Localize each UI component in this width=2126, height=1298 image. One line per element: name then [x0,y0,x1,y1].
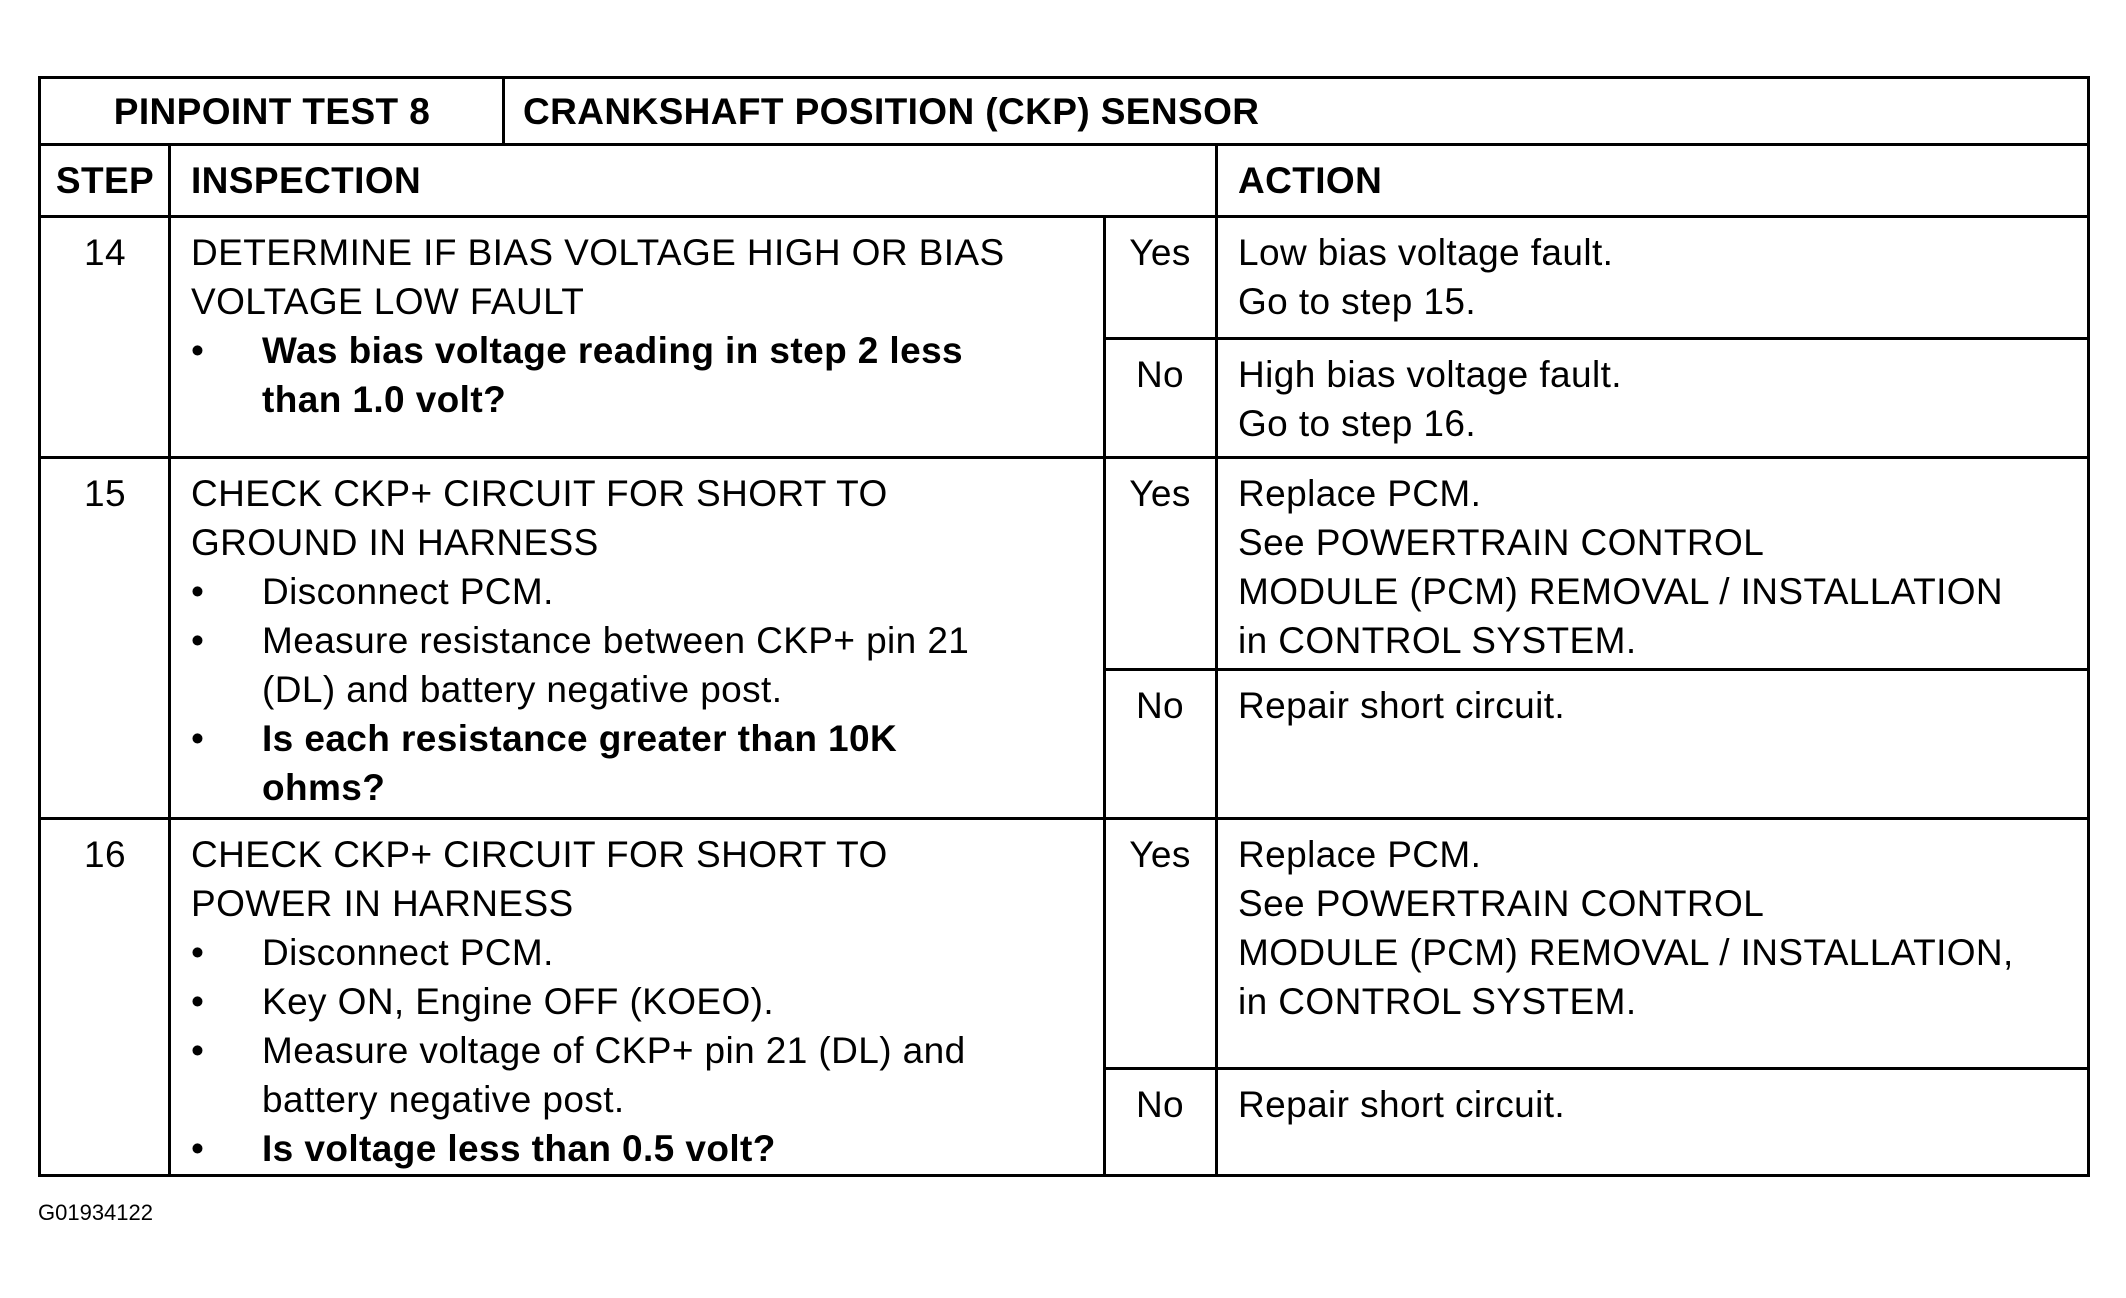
step-15-title-line-2: GROUND IN HARNESS [191,522,599,563]
bullet-text-line-1: Measure voltage of CKP+ pin 21 (DL) and [262,1030,966,1071]
bullet-text-line-1: Disconnect PCM. [262,571,554,612]
step-14-action-no-line-1: High bias voltage fault. [1238,354,1622,395]
step-16-title-line-2: POWER IN HARNESS [191,883,574,924]
header-divider [41,143,2087,146]
bullet-marker: • [191,981,205,1022]
step-16-action-yes-line-2: See POWERTRAIN CONTROL [1238,883,1765,924]
bullet-text-line-1: Is voltage less than 0.5 volt? [262,1128,776,1169]
step-column-line [168,144,171,1174]
bullet-text-line-2: than 1.0 volt? [262,379,507,420]
step-16-answer-no: No [1135,1084,1185,1125]
step-15-result-divider [1104,668,2087,671]
step-15-title-line-1: CHECK CKP+ CIRCUIT FOR SHORT TO [191,473,888,514]
action-column-line [1215,144,1218,1174]
step-14-action-no-line-2: Go to step 16. [1238,403,1477,444]
step-16-answer-yes: Yes [1129,834,1191,875]
pinpoint-test-table [38,76,2090,1177]
step-14-action-yes-line-2: Go to step 15. [1238,281,1477,322]
step-16-action-yes-line-1: Replace PCM. [1238,834,1482,875]
column-header-divider [41,215,2087,218]
step-16-action-yes-line-3: MODULE (PCM) REMOVAL / INSTALLATION, [1238,932,2014,973]
bullet-text-line-2: ohms? [262,767,386,808]
bullet-marker: • [191,1128,205,1169]
bullet-text-line-1: Disconnect PCM. [262,932,554,973]
step-15-row-divider [41,817,2087,820]
step-14-action-yes-line-1: Low bias voltage fault. [1238,232,1614,273]
column-header-step: STEP [55,160,155,201]
step-14-answer-no: No [1135,354,1185,395]
bullet-marker: • [191,718,205,759]
column-header-action: ACTION [1238,160,1383,201]
step-15-answer-no: No [1135,685,1185,726]
bullet-text-line-1: Was bias voltage reading in step 2 less [262,330,964,371]
step-16-number: 16 [84,834,126,875]
bullet-text-line-2: (DL) and battery negative post. [262,669,783,710]
bullet-marker: • [191,571,205,612]
step-14-number: 14 [84,232,126,273]
step-14-title-line-2: VOLTAGE LOW FAULT [191,281,585,322]
bullet-marker: • [191,1030,205,1071]
pinpoint-test-title: CRANKSHAFT POSITION (CKP) SENSOR [523,91,1260,132]
step-16-action-no-line-1: Repair short circuit. [1238,1084,1566,1125]
step-16-result-divider [1104,1067,2087,1070]
step-15-action-yes-line-2: See POWERTRAIN CONTROL [1238,522,1765,563]
step-15-action-no-line-1: Repair short circuit. [1238,685,1566,726]
step-16-action-yes-line-4: in CONTROL SYSTEM. [1238,981,1637,1022]
step-15-action-yes-line-4: in CONTROL SYSTEM. [1238,620,1637,661]
step-14-answer-yes: Yes [1129,232,1191,273]
step-14-row-divider [41,456,2087,459]
step-15-answer-yes: Yes [1129,473,1191,514]
bullet-text-line-1: Key ON, Engine OFF (KOEO). [262,981,775,1022]
bullet-marker: • [191,932,205,973]
bullet-text-line-1: Measure resistance between CKP+ pin 21 [262,620,970,661]
step-15-action-yes-line-1: Replace PCM. [1238,473,1482,514]
step-14-result-divider [1104,337,2087,340]
pinpoint-test-label: PINPOINT TEST 8 [113,91,431,132]
step-16-title-line-1: CHECK CKP+ CIRCUIT FOR SHORT TO [191,834,888,875]
bullet-marker: • [191,620,205,661]
step-15-action-yes-line-3: MODULE (PCM) REMOVAL / INSTALLATION [1238,571,2004,612]
bullet-marker: • [191,330,205,371]
column-header-inspection: INSPECTION [191,160,422,201]
step-15-number: 15 [84,473,126,514]
step-14-title-line-1: DETERMINE IF BIAS VOLTAGE HIGH OR BIAS [191,232,1005,273]
bullet-text-line-2: battery negative post. [262,1079,625,1120]
bullet-text-line-1: Is each resistance greater than 10K [262,718,898,759]
figure-id: G01934122 [38,1200,153,1225]
